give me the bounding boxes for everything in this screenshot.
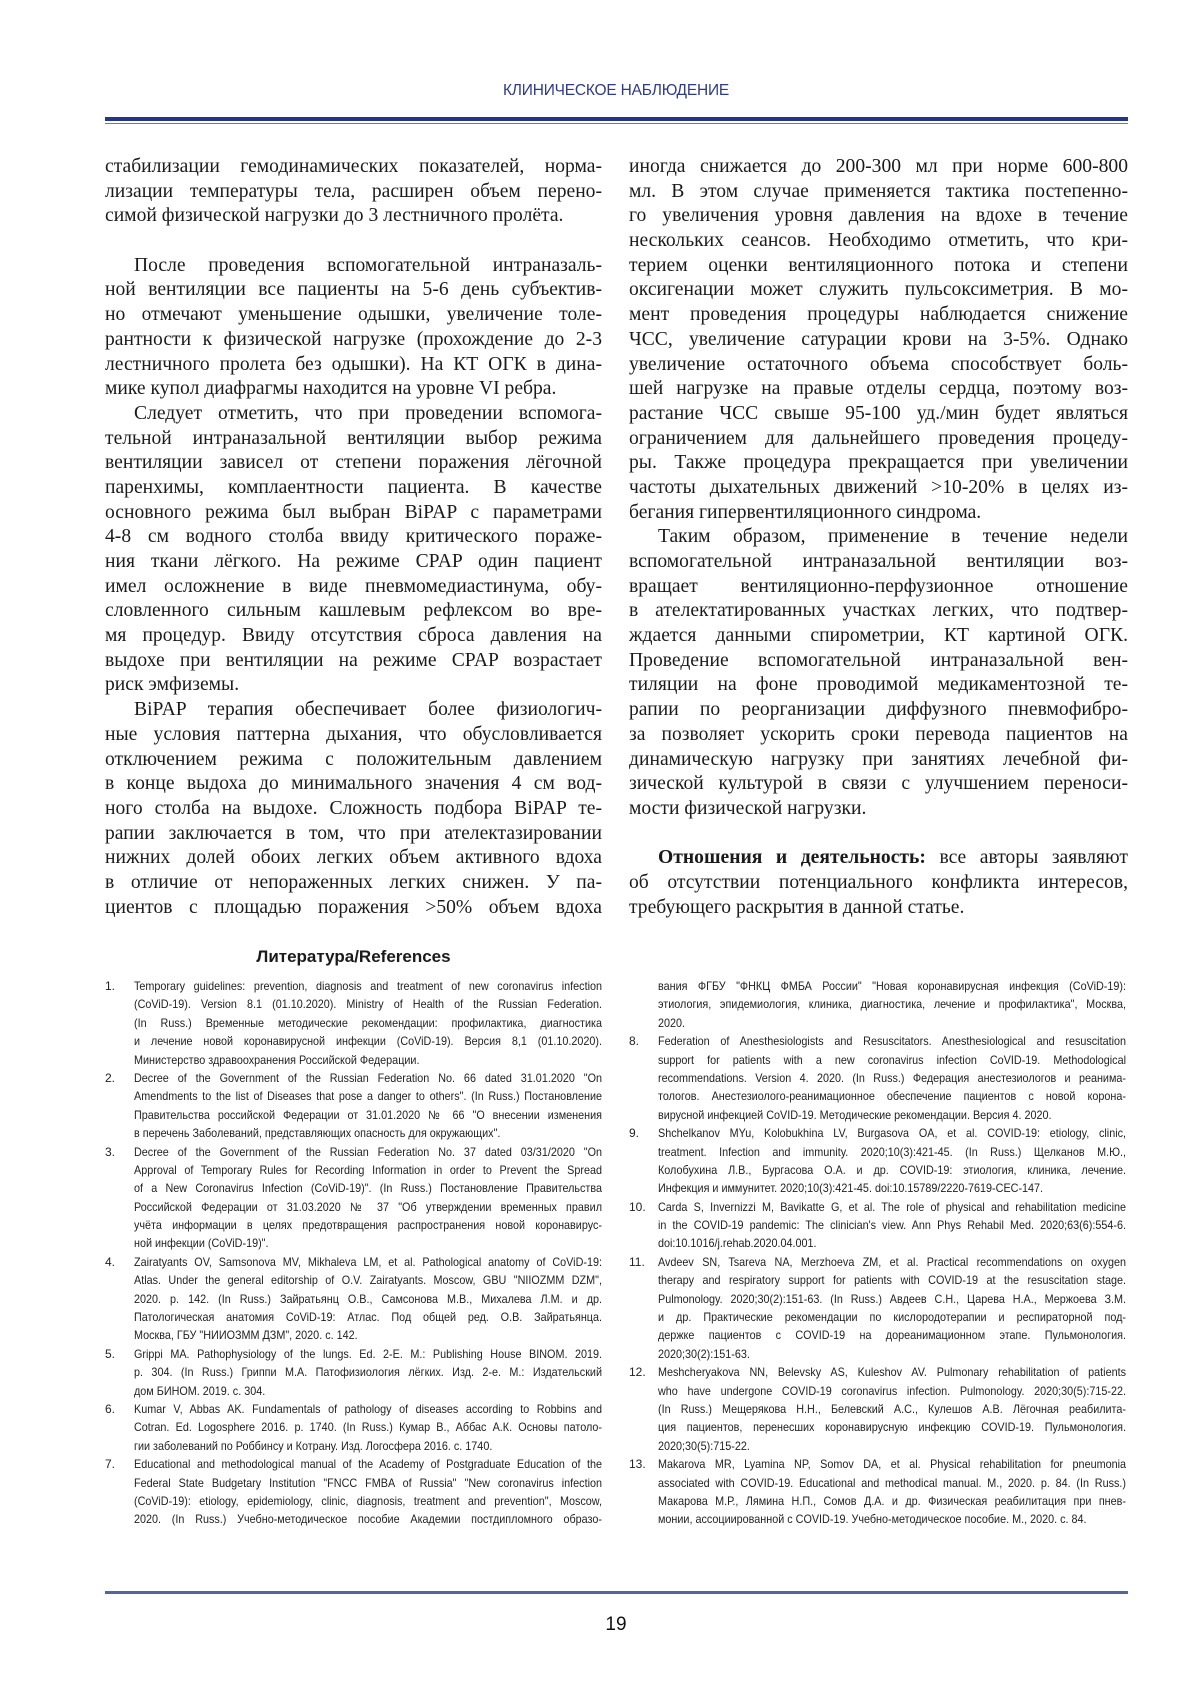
reference-text xyxy=(134,1253,654,1345)
text-line: тельной интраназальной вентиляции выбор режима xyxy=(105,427,602,452)
reference-text xyxy=(134,1345,654,1400)
text-line: имел осложнение в виде пневмомедиастинума, обу- xyxy=(105,575,602,600)
reference-line: Carda S, Invernizzi M, Bavikatte G, et al. The role of physical and rehabilitation medicine xyxy=(658,1198,1126,1216)
reference-number: 6. xyxy=(105,1400,115,1418)
reference-line: who have undergone COVID-19 coronavirus infection. Pulmonology. 2020;30(5):715-22. xyxy=(658,1382,1126,1400)
text-line: После проведения вспомогательной интраназаль- xyxy=(105,254,602,279)
text-line: ные условия паттерна дыхания, что обусловливается xyxy=(105,723,602,748)
reference-number: 1. xyxy=(105,977,115,995)
reference-number: 5. xyxy=(105,1345,115,1363)
reference-text xyxy=(658,1124,1178,1198)
reference-line: Federal State Budgetary Institution "FNCC FMBA of Russia" "New coronavirus infection xyxy=(134,1474,602,1492)
header-rule xyxy=(105,117,1128,121)
reference-text xyxy=(134,1143,654,1253)
references-column-right xyxy=(629,977,1178,1529)
reference-line: Grippi MA. Pathophysiology of the lungs. Ed. 2-E. M.: Publishing House BINOM. 2019. xyxy=(134,1345,602,1363)
text-line: рантности к физической нагрузке (прохождение до 2-3 xyxy=(105,328,602,353)
reference-line: Makarova MR, Lyamina NP, Somov DA, et al. Physical rehabilitation for pneumonia xyxy=(658,1455,1126,1473)
reference-text xyxy=(134,1400,654,1455)
reference-line: Zairatyants OV, Samsonova MV, Mikhaleva LM, et al. Pathological anatomy of CoViD-19: xyxy=(134,1253,602,1271)
paragraph xyxy=(629,155,1128,525)
reference-number: 7. xyxy=(105,1455,115,1473)
text-line: динамическую нагрузку при занятиях лечебной фи- xyxy=(629,748,1128,773)
reference-number: 12. xyxy=(629,1363,646,1381)
reference-number: 3. xyxy=(105,1143,115,1161)
text-line: BiPAP терапия обеспечивает более физиологич- xyxy=(105,698,602,723)
footer-rule xyxy=(105,1591,1128,1594)
reference-line: этиология, эпидемиология, клиника, диагностика, лечение и профилактика", Москва, xyxy=(658,995,1126,1013)
reference-number: 4. xyxy=(105,1253,115,1271)
text-line: частоты дыхательных движений >10-20% в целях из- xyxy=(629,476,1128,501)
reference-number: 9. xyxy=(629,1124,639,1142)
reference-line: Atlas. Under the general editorship of O.V. Zairatyants. Moscow, GBU "NIIOZMM DZM", xyxy=(134,1271,602,1289)
reference-text xyxy=(134,977,654,1069)
reference-line: recommendations. Version 4. 2020. (In Russ.) Федерация анестезиологов и реанима- xyxy=(658,1069,1126,1087)
reference-line: associated with COVID-19. Educational and methodical manual. M., 2020. p. 84. (In Russ.) xyxy=(658,1474,1126,1492)
reference-line: p. 304. (In Russ.) Гриппи М.А. Патофизиология лёгких. Изд. 2-е. М.: Издательский xyxy=(134,1363,602,1381)
paragraph xyxy=(105,402,602,698)
reference-line: Патологическая анатомия CoViD-19: Атлас. Под общей ред. О.В. Зайратьянца. xyxy=(134,1308,602,1326)
text-line: ной вентиляции все пациенты на 5-6 день субъектив- xyxy=(105,278,602,303)
reference-line: 2020. xyxy=(658,1014,1126,1032)
reference-line: support for patients with a new coronavirus infection CoVID-19. Methodological xyxy=(658,1051,1126,1069)
reference-item xyxy=(629,1032,1178,1124)
section-header: КЛИНИЧЕСКОЕ НАБЛЮДЕНИЕ xyxy=(0,82,1200,100)
text-line: отключением режима с положительным давлением xyxy=(105,748,602,773)
reference-line: Approval of Temporary Rules for Recording Information in order to Prevent the Spread xyxy=(134,1161,602,1179)
text-line: мике купол диафрагмы находится на уровне VI ребра. xyxy=(105,377,602,402)
text-line: мости физической нагрузки. xyxy=(629,797,1128,822)
reference-line: Amendments to the list of Diseases that pose a danger to others". (In Russ.) Постановление xyxy=(134,1087,602,1105)
text-line: стабилизации гемодинамических показателей, норма- xyxy=(105,155,602,180)
reference-item xyxy=(105,1069,654,1143)
reference-line: и лечение новой коронавирусной инфекции (CoViD-19). Версия 8,1 (01.10.2020). xyxy=(134,1032,602,1050)
reference-line: держке пациентов с COVID-19 на дореанимационном этапе. Пульмонология. xyxy=(658,1326,1126,1344)
text-line: мент проведения процедуры наблюдается снижение xyxy=(629,303,1128,328)
reference-line: (CoViD-19): etiology, epidemiology, clinic, diagnosis, treatment and prevention", Moscow, xyxy=(134,1492,602,1510)
reference-text xyxy=(658,1363,1178,1455)
header-rule-thin xyxy=(105,123,1128,125)
reference-line: тологов. Анестезиолого-реанимационное обеспечение пациентов с новой корона- xyxy=(658,1087,1126,1105)
reference-line: ция пациентов, перенесших коронавирусную инфекцию COVID-19. Пульмонология. xyxy=(658,1418,1126,1436)
text-line: лизации температуры тела, расширен объем перено- xyxy=(105,180,602,205)
reference-number: 2. xyxy=(105,1069,115,1087)
reference-line: Decree of the Government of the Russian Federation No. 37 dated 03/31/2020 "On xyxy=(134,1143,602,1161)
text-line: вращает вентиляционно-перфузионное отношение xyxy=(629,575,1128,600)
text-line: увеличение остаточного объема способствует боль- xyxy=(629,353,1128,378)
text-line: ЧСС, увеличение сатурации крови на 3-5%. Однако xyxy=(629,328,1128,353)
body-column-left xyxy=(105,155,602,920)
reference-item xyxy=(105,1253,654,1345)
reference-item xyxy=(629,1253,1178,1363)
text-line: словленного сильным кашлевым рефлексом во вре- xyxy=(105,599,602,624)
reference-line: Российской Федерации от 31.03.2020 № 37 "Об утверждении временных правил xyxy=(134,1198,602,1216)
reference-item xyxy=(629,1455,1178,1529)
reference-line: therapy and respiratory support for patients with COVID-19 at the resuscitation stage. xyxy=(658,1271,1126,1289)
reference-item xyxy=(105,977,654,1069)
reference-number: 8. xyxy=(629,1032,639,1050)
text-line: оксигенации может служить пульсоксиметрия. В мо- xyxy=(629,278,1128,303)
text-line: ограничением для дальнейшего проведения процеду- xyxy=(629,427,1128,452)
reference-item xyxy=(105,1400,654,1455)
reference-line: (In Russ.) Мещерякова Н.Н., Белевский А.С., Кулешов А.В. Лёгочная реабилита- xyxy=(658,1400,1126,1418)
reference-text xyxy=(134,1455,654,1529)
reference-text xyxy=(658,1032,1178,1124)
reference-text xyxy=(658,1253,1178,1363)
text-line xyxy=(629,846,1128,871)
text-line: за позволяет ускорить сроки перевода пациентов на xyxy=(629,723,1128,748)
text-line: вспомогательной интраназальной вентиляции воз- xyxy=(629,550,1128,575)
text-line: растание ЧСС свыше 95-100 уд./мин будет являться xyxy=(629,402,1128,427)
text-line: мя процедур. Ввиду отсутствия сброса давления на xyxy=(105,624,602,649)
page-number: 19 xyxy=(0,1614,1200,1636)
text-line: требующего раскрытия в данной статье. xyxy=(629,896,1128,921)
reference-line: Pulmonology. 2020;30(2):151-63. (In Russ.) Авдеев С.Н., Царева Н.А., Мержоева З.М. xyxy=(658,1290,1126,1308)
text-line: терием оценки вентиляционного потока и степени xyxy=(629,254,1128,279)
conflict-label: Отношения и деятельность: xyxy=(658,847,926,868)
text-line: симой физической нагрузки до 3 лестничного пролёта. xyxy=(105,204,602,229)
text-line: циентов с площадью поражения >50% объем вдоха xyxy=(105,896,602,921)
conflict-of-interest-statement xyxy=(629,846,1128,920)
text-line: рапии заключается в том, что при ателектазировании xyxy=(105,822,602,847)
reference-text xyxy=(658,1455,1178,1529)
reference-line: Avdeev SN, Tsareva NA, Merzhoeva ZM, et al. Practical recommendations on oxygen xyxy=(658,1253,1126,1271)
text-line: 4-8 см водного столба ввиду критического пораже- xyxy=(105,525,602,550)
reference-line: 2020;30(5):715-22. xyxy=(658,1437,1126,1455)
text-line: паренхимы, комплаентности пациента. В качестве xyxy=(105,476,602,501)
text-line: об отсутствии потенциального конфликта интересов, xyxy=(629,871,1128,896)
text-line: зической культурой в связи с улучшением переноси- xyxy=(629,772,1128,797)
paragraph xyxy=(105,155,602,229)
text-line: Проведение вспомогательной интраназальной вен- xyxy=(629,649,1128,674)
reference-line: treatment. Infection and immunity. 2020;10(3):421-45. (In Russ.) Щелканов М.Ю., xyxy=(658,1143,1126,1161)
reference-line: Правительства российской Федерации от 31.01.2020 № 66 "О внесении изменения xyxy=(134,1106,602,1124)
reference-line: Shchelkanov MYu, Kolobukhina LV, Burgasova OA, et al. COVID-19: etiology, clinic, xyxy=(658,1124,1126,1142)
reference-line: Educational and methodological manual of the Academy of Postgraduate Education of the xyxy=(134,1455,602,1473)
references-heading: Литература/References xyxy=(105,947,602,967)
text-line: основного режима был выбран BiPAP с параметрами xyxy=(105,501,602,526)
reference-item xyxy=(105,1345,654,1400)
conflict-text: все авторы заявляют xyxy=(926,847,1128,868)
text-line: шей нагрузке на правые отделы сердца, поэтому воз- xyxy=(629,377,1128,402)
reference-text xyxy=(134,1069,654,1143)
reference-text xyxy=(658,1198,1178,1253)
reference-item xyxy=(105,1143,654,1253)
text-line: Таким образом, применение в течение недели xyxy=(629,525,1128,550)
reference-line: (In Russ.) Временные методические рекомендации: профилактика, диагностика xyxy=(134,1014,602,1032)
reference-number: 13. xyxy=(629,1455,646,1473)
reference-text xyxy=(658,977,1178,1032)
text-line: ного столба на выдохе. Сложность подбора BiPAP те- xyxy=(105,797,602,822)
text-line: Следует отметить, что при проведении вспомога- xyxy=(105,402,602,427)
reference-line: гии заболеваний по Роббинсу и Котрану. Изд. Логосфера 2016. с. 1740. xyxy=(134,1437,602,1455)
reference-line: Temporary guidelines: prevention, diagnosis and treatment of new coronavirus infection xyxy=(134,977,602,995)
text-line: в ателектатированных участках легких, что подтвер- xyxy=(629,599,1128,624)
text-line: ры. Также процедура прекращается при увеличении xyxy=(629,451,1128,476)
paragraph xyxy=(105,254,602,402)
reference-line: Cotran. Ed. Logosphere 2016. p. 1740. (In Russ.) Кумар В., Аббас А.К. Основы патоло- xyxy=(134,1418,602,1436)
text-line: нижних долей обоих легких объем активного вдоха xyxy=(105,846,602,871)
text-line: лестничного пролета без одышки). На КТ ОГК в дина- xyxy=(105,353,602,378)
reference-line: вания ФГБУ "ФНКЦ ФМБА России" "Новая коронавирусная инфекция (CoViD-19): xyxy=(658,977,1126,995)
reference-line: of a New Coronavirus Infection (CoViD-19)". (In Russ.) Постановление Правительства xyxy=(134,1179,602,1197)
text-line: выдохе при вентиляции на режиме CPAP возрастает xyxy=(105,649,602,674)
reference-item xyxy=(629,977,1178,1032)
text-line: вентиляции зависел от степени поражения лёгочной xyxy=(105,451,602,476)
body-column-right xyxy=(629,155,1128,920)
reference-line: учёта информации в целях предотвращения распространения новой коронавирус- xyxy=(134,1216,602,1234)
paragraph xyxy=(105,698,602,920)
text-line: мл. В этом случае применяется тактика постепенно- xyxy=(629,180,1128,205)
text-line: в конце выдоха до минимального значения 4 см вод- xyxy=(105,772,602,797)
reference-line: doi:10.1016/j.rehab.2020.04.001. xyxy=(658,1234,1126,1252)
text-line: риск эмфиземы. xyxy=(105,673,602,698)
text-line: ждается данными спирометрии, КТ картиной ОГК. xyxy=(629,624,1128,649)
reference-line: in the COVID-19 pandemic: The clinician's view. Ann Phys Rehabil Med. 2020;63(6):554-6. xyxy=(658,1216,1126,1234)
reference-line: Federation of Anesthesiologists and Resuscitators. Anesthesiological and resuscitation xyxy=(658,1032,1126,1050)
reference-line: 2020. (In Russ.) Учебно-методическое пособие Академии постдипломного образо- xyxy=(134,1510,602,1528)
text-line: но отмечают уменьшение одышки, увеличение толе- xyxy=(105,303,602,328)
reference-line: в перечень Заболеваний, представляющих опасность для окружающих". xyxy=(134,1124,602,1142)
reference-item xyxy=(105,1455,654,1529)
reference-line: Meshcheryakova NN, Belevsky AS, Kuleshov AV. Pulmonary rehabilitation of patients xyxy=(658,1363,1126,1381)
reference-item xyxy=(629,1363,1178,1455)
reference-line: Министерство здравоохранения Российской Федерации. xyxy=(134,1051,602,1069)
reference-line: Москва, ГБУ "НИИОЗММ ДЗМ", 2020. с. 142. xyxy=(134,1326,602,1344)
reference-number: 10. xyxy=(629,1198,646,1216)
reference-number: 11. xyxy=(629,1253,645,1271)
references-column-left xyxy=(105,977,654,1529)
reference-line: Decree of the Government of the Russian Federation No. 66 dated 31.01.2020 "On xyxy=(134,1069,602,1087)
reference-item xyxy=(629,1124,1178,1198)
text-line: ния ткани лёгкого. На режиме CPAP один пациент xyxy=(105,550,602,575)
reference-line: Колобухина Л.В., Бургасова О.А. и др. COVID-19: этиология, клиника, лечение. xyxy=(658,1161,1126,1179)
reference-line: Макарова М.Р., Лямина Н.П., Сомов Д.А. и др. Физическая реабилитация при пнев- xyxy=(658,1492,1126,1510)
text-line: в отличие от непораженных легких снижен. У па- xyxy=(105,871,602,896)
text-line: нескольких сеансов. Необходимо отметить, что кри- xyxy=(629,229,1128,254)
reference-line: Инфекция и иммунитет. 2020;10(3):421-45. doi:10.15789/2220-7619-CEC-147. xyxy=(658,1179,1126,1197)
reference-item xyxy=(629,1198,1178,1253)
reference-line: 2020. p. 142. (In Russ.) Зайратьянц О.В., Самсонова М.В., Михалева Л.М. и др. xyxy=(134,1290,602,1308)
text-line: иногда снижается до 200-300 мл при норме 600-800 xyxy=(629,155,1128,180)
text-line: бегания гипервентиляционного синдрома. xyxy=(629,501,1128,526)
reference-line: монии, ассоциированной с COVID-19. Учебно-методическое пособие. М., 2020. с. 84. xyxy=(658,1510,1126,1528)
reference-line: дом БИНОМ. 2019. с. 304. xyxy=(134,1382,602,1400)
text-line: тиляции на фоне проводимой медикаментозной те- xyxy=(629,673,1128,698)
reference-line: вирусной инфекцией CoVID-19. Методические рекомендации. Версия 4. 2020. xyxy=(658,1106,1126,1124)
reference-line: ной инфекции (CoViD-19)". xyxy=(134,1234,602,1252)
text-line: рапии по реорганизации диффузного пневмофибро- xyxy=(629,698,1128,723)
reference-line: (CoViD-19). Version 8.1 (01.10.2020). Ministry of Health of the Russian Federation. xyxy=(134,995,602,1013)
reference-line: и др. Практические рекомендации по кислородотерапии и респираторной под- xyxy=(658,1308,1126,1326)
reference-line: Kumar V, Abbas AK. Fundamentals of pathology of diseases according to Robbins and xyxy=(134,1400,602,1418)
paragraph xyxy=(629,525,1128,821)
text-line: го увеличения уровня давления на вдохе в течение xyxy=(629,204,1128,229)
reference-line: 2020;30(2):151-63. xyxy=(658,1345,1126,1363)
